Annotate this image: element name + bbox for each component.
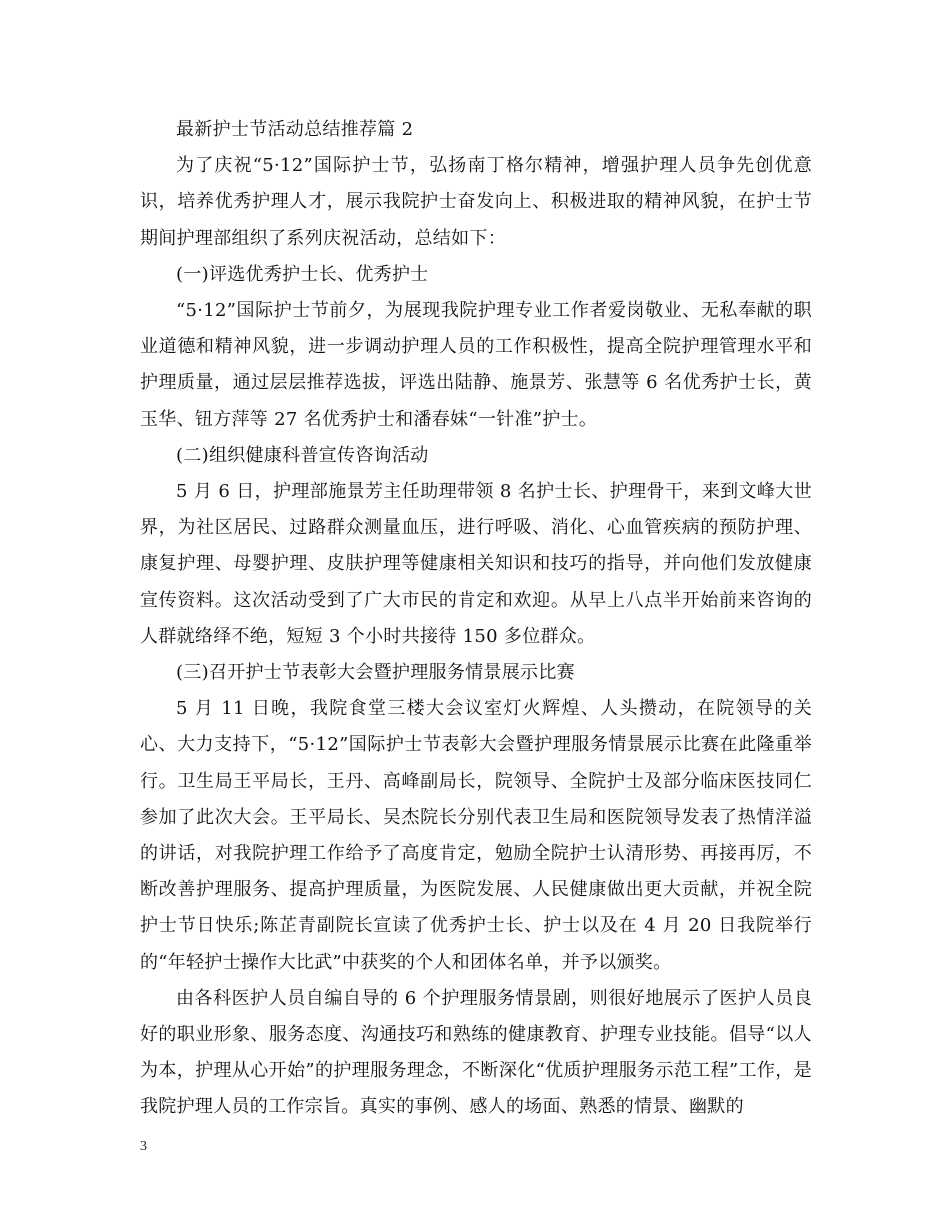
section-2-paragraph: 5 月 6 日，护理部施景芳主任助理带领 8 名护士长、护理骨干，来到文峰大世界，为社区居民、过路群众测量血压，进行呼吸、消化、心血管疾病的预防护理、康复护理、母婴护理、皮肤护理等健康相关知识和技巧的指导，并向他们发放健康宣传资料。这次活动受到了广大市民的肯定和欢迎。从早上八点半开始前来咨询的人群就络绎不绝，短短 3 个小时共接待 150 多位群众。 [140,481,812,647]
page-number: 3 [140,1139,147,1154]
intro-paragraph: 为了庆祝“5·12”国际护士节，弘扬南丁格尔精神，增强护理人员争先创优意识，培养优秀护理人才，展示我院护士奋发向上、积极进取的精神风貌，在护士节期间护理部组织了系列庆祝活动，总结如下： [140,155,812,249]
section-heading-1: (一)评选优秀护士长、优秀护士 [176,263,429,285]
section-3-paragraph: 5 月 11 日晚，我院食堂三楼大会议室灯火辉煌、人头攒动，在院领导的关心、大力支持下，“5·12”国际护士节表彰大会暨护理服务情景展示比赛在此隆重举行。卫生局王平局长，王丹、高峰副局长，院领导、全院护士及部分临床医技同仁参加了此次大会。王平局长、吴杰院长分别代表卫生局和医院领导发表了热情洋溢的讲话，对我院护理工作给予了高度肯定，勉励全院护士认清形势、再接再厉，不断改善护理服务、提高护理质量，为医院发展、人民健康做出更大贡献，并祝全院护士节日快乐;陈芷青副院长宣读了优秀护士长、护士以及在 4 月 20 日我院举行的“年轻护士操作大比武”中获奖的个人和团体名单，并予以颁奖。 [140,698,812,973]
section-3-paragraph-continued: 由各科医护人员自编自导的 6 个护理服务情景剧，则很好地展示了医护人员良好的职业形象、服务态度、沟通技巧和熟练的健康教育、护理专业技能。倡导“以人为本，护理从心开始”的护理服务理念，不断深化“优质护理服务示范工程”工作，是我院护理人员的工作宗旨。真实的事例、感人的场面、熟悉的情景、幽默的 [140,987,812,1118]
document-body [140,112,812,1126]
section-1-paragraph: “5·12”国际护士节前夕，为展现我院护理专业工作者爱岗敬业、无私奉献的职业道德和精神风貌，进一步调动护理人员的工作积极性，提高全院护理管理水平和护理质量，通过层层推荐选拔，评选出陆静、施景芳、张慧等 6 名优秀护士长，黄玉华、钮方萍等 27 名优秀护士和潘春妹“一针准”护士。 [140,300,812,430]
section-heading-2: (二)组织健康科普宣传咨询活动 [176,444,429,466]
document-title: 最新护士节活动总结推荐篇 2 [176,119,414,140]
section-heading-3: (三)召开护士节表彰大会暨护理服务情景展示比赛 [176,662,575,684]
